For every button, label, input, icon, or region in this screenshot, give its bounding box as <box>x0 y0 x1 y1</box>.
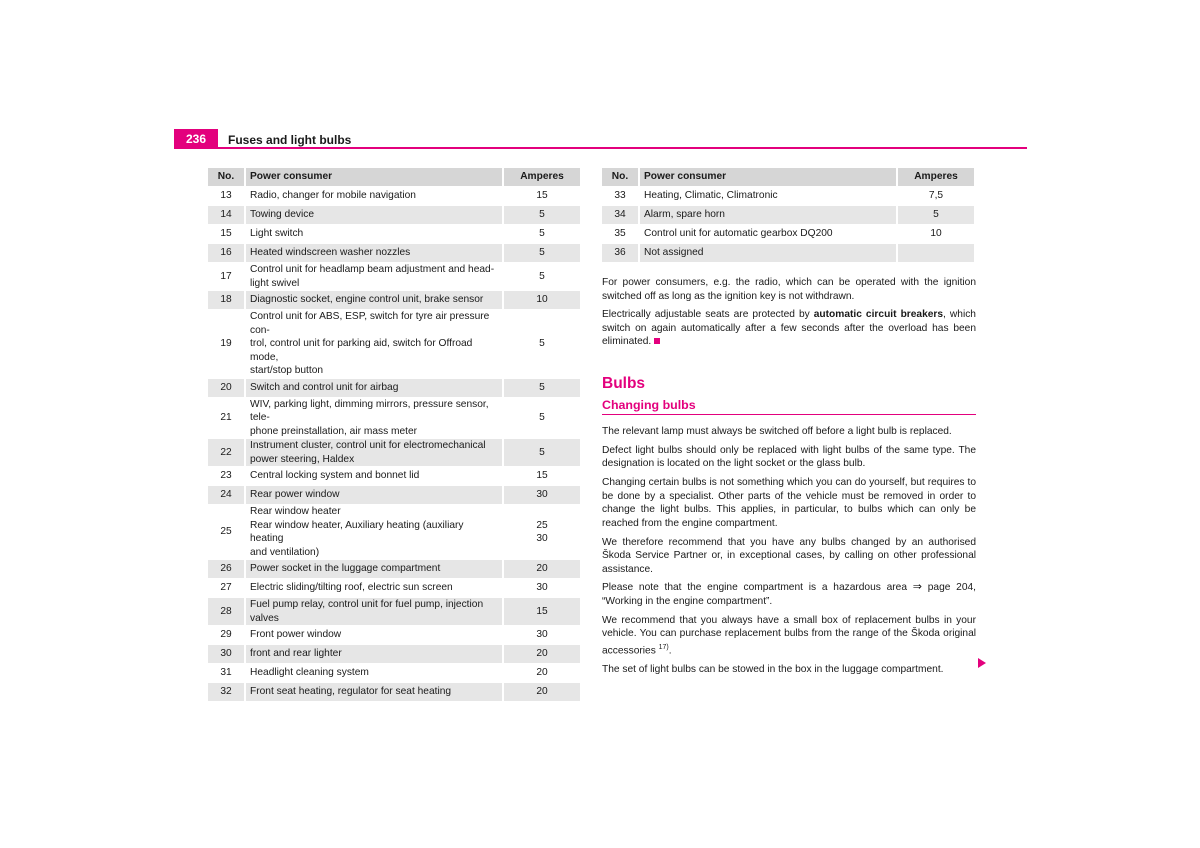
table-row <box>602 225 975 244</box>
amperes-line: 5 <box>539 270 545 282</box>
chapter-title: Fuses and light bulbs <box>228 133 352 147</box>
fuse-number: 23 <box>208 467 245 486</box>
table-row <box>602 187 975 206</box>
power-consumer-line: trol, control unit for parking aid, switch for Offroad mode, <box>250 338 473 363</box>
power-consumer-line: Central locking system and bonnet lid <box>250 470 420 482</box>
table-row <box>602 244 975 263</box>
power-consumer-line: Fuel pump relay, control unit for fuel pump, injection <box>250 599 484 610</box>
power-consumer-line: Electric sliding/tilting roof, electric sun screen <box>250 582 453 594</box>
paragraph-switch-off: The relevant lamp must always be switched off before a light bulb is replaced. <box>602 425 952 437</box>
power-consumer-line: Instrument cluster, control unit for electromechanical <box>250 440 486 451</box>
fuse-number: 15 <box>208 225 245 244</box>
power-consumer-line: Control unit for automatic gearbox DQ200 <box>644 228 833 240</box>
column-header-no: No. <box>602 168 639 187</box>
amperes-value <box>503 397 581 439</box>
fuse-number: 19 <box>208 310 245 379</box>
continue-arrow-icon <box>978 658 986 668</box>
amperes-line: 10 <box>930 228 942 240</box>
power-consumer <box>639 187 897 206</box>
amperes-line: 15 <box>536 190 548 202</box>
amperes-value <box>503 505 581 560</box>
power-consumer <box>639 244 897 263</box>
power-consumer <box>245 467 503 486</box>
fuse-number: 33 <box>602 187 639 206</box>
power-consumer-line: front and rear lighter <box>250 648 342 660</box>
amperes-line: 30 <box>536 489 548 501</box>
table-row <box>602 206 975 225</box>
table-row <box>208 486 581 505</box>
table-row <box>208 187 581 206</box>
fuse-number: 29 <box>208 626 245 645</box>
power-consumer <box>245 598 503 626</box>
column-header-consumer: Power consumer <box>245 168 503 187</box>
power-consumer-line: Rear power window <box>250 489 340 501</box>
fuse-number: 22 <box>208 439 245 467</box>
power-consumer <box>245 486 503 505</box>
amperes-value <box>503 378 581 397</box>
power-consumer-line: Power socket in the luggage compartment <box>250 563 441 575</box>
paragraph-box: We recommend that you always have a small box of replacement bulbs in your vehicle. You can purchase replacement bulbs from the range of the Škoda original accessories $^{17)}$. <box>602 614 976 657</box>
table-row <box>208 291 581 310</box>
power-consumer <box>245 225 503 244</box>
amperes-line: 30 <box>536 533 548 544</box>
amperes-line: 20 <box>536 667 548 679</box>
table-row <box>208 397 581 439</box>
amperes-value <box>503 310 581 379</box>
subsection-title: Changing bulbs <box>602 399 976 415</box>
table-row <box>208 683 581 702</box>
amperes-line: 5 <box>539 247 545 259</box>
amperes-value <box>503 683 581 702</box>
power-consumer-line: valves <box>250 612 279 624</box>
power-consumer <box>245 263 503 291</box>
power-consumer-line: Switch and control unit for airbag <box>250 381 399 393</box>
fuse-table-right-body <box>602 187 975 263</box>
fuse-number: 36 <box>602 244 639 263</box>
power-consumer <box>245 397 503 439</box>
power-consumer-line: Heating, Climatic, Climatronic <box>644 190 778 202</box>
table-row <box>208 505 581 560</box>
table-row <box>208 263 581 291</box>
power-consumer <box>245 664 503 683</box>
fuse-number: 28 <box>208 598 245 626</box>
section-title: Bulbs <box>602 374 646 392</box>
table-header-row <box>208 168 581 187</box>
fuse-number: 21 <box>208 397 245 439</box>
power-consumer-line: light swivel <box>250 277 300 289</box>
power-consumer-line: Light switch <box>250 228 304 240</box>
paragraph-stow: The set of light bulbs can be stowed in the box in the luggage compartment. <box>602 664 944 676</box>
power-consumer-line: Radio, changer for mobile navigation <box>250 190 416 202</box>
power-consumer-line: Alarm, spare horn <box>644 209 725 221</box>
table-row <box>208 310 581 379</box>
power-consumer <box>639 206 897 225</box>
amperes-line: 20 <box>536 648 548 660</box>
fuse-number: 18 <box>208 291 245 310</box>
fuse-number: 27 <box>208 579 245 598</box>
table-row <box>208 225 581 244</box>
fuse-number: 26 <box>208 560 245 579</box>
power-consumer-line: Control unit for ABS, ESP, switch for tyre air pressure con- <box>250 311 490 336</box>
power-consumer <box>245 505 503 560</box>
amperes-value <box>897 244 975 263</box>
power-consumer <box>245 206 503 225</box>
fuse-table-left <box>208 168 582 702</box>
amperes-line: 5 <box>539 446 545 458</box>
table-row <box>208 626 581 645</box>
amperes-value <box>503 439 581 467</box>
power-consumer <box>245 683 503 702</box>
power-consumer <box>245 291 503 310</box>
fuse-table-right <box>602 168 976 263</box>
power-consumer <box>245 187 503 206</box>
amperes-line: 20 <box>536 563 548 575</box>
column-header-no: No. <box>208 168 245 187</box>
power-consumer <box>245 310 503 379</box>
page-number: 236 <box>174 129 218 149</box>
amperes-line: 5 <box>539 338 545 349</box>
table-row <box>208 206 581 225</box>
power-consumer <box>245 378 503 397</box>
amperes-value <box>897 187 975 206</box>
fuse-number: 14 <box>208 206 245 225</box>
power-consumer <box>245 439 503 467</box>
power-consumer-line: Front seat heating, regulator for seat heating <box>250 686 452 698</box>
fuse-number: 16 <box>208 244 245 263</box>
power-consumer-line: and ventilation) <box>250 546 320 558</box>
amperes-value <box>503 291 581 310</box>
table-row <box>208 244 581 263</box>
page-reference-link[interactable]: page 204, “Working in the engine compartment”. <box>602 582 976 607</box>
fuse-number: 17 <box>208 263 245 291</box>
column-header-consumer: Power consumer <box>639 168 897 187</box>
amperes-value <box>503 225 581 244</box>
fuse-number: 34 <box>602 206 639 225</box>
power-consumer-line: power steering, Haldex <box>250 453 355 465</box>
right-column-text <box>602 276 976 682</box>
power-consumer-line: phone preinstallation, air mass meter <box>250 425 418 437</box>
amperes-value <box>897 206 975 225</box>
table-row <box>208 598 581 626</box>
paragraph-power-consumers: For power consumers, e.g. the radio, which can be operated with the ignition switched off as long as the ignition key is not withdrawn. <box>602 277 976 302</box>
table-row <box>208 664 581 683</box>
page-header <box>174 129 1027 149</box>
amperes-line: 20 <box>536 686 548 698</box>
power-consumer <box>245 244 503 263</box>
amperes-line: 15 <box>536 605 548 617</box>
amperes-line: 10 <box>536 294 548 306</box>
table-header-row <box>602 168 975 187</box>
amperes-value <box>503 626 581 645</box>
power-consumer-line: Rear window heater <box>250 506 341 517</box>
table-row <box>208 579 581 598</box>
power-consumer-line: Front power window <box>250 629 342 641</box>
fuse-number: 30 <box>208 645 245 664</box>
paragraph-recommend: We therefore recommend that you have any bulbs changed by an authorised Škoda Service Partner or, in exceptional cases, by calling on other professional assistance. <box>602 536 976 575</box>
amperes-line: 30 <box>536 582 548 594</box>
footnote-marker: 17) <box>658 643 669 651</box>
fuse-number: 24 <box>208 486 245 505</box>
power-consumer <box>245 645 503 664</box>
power-consumer-line: Headlight cleaning system <box>250 667 369 679</box>
amperes-line: 5 <box>539 412 545 423</box>
power-consumer <box>245 560 503 579</box>
amperes-line: 15 <box>536 470 548 482</box>
term-circuit-breakers: automatic circuit breakers <box>813 309 944 321</box>
table-row <box>208 560 581 579</box>
amperes-value <box>503 486 581 505</box>
power-consumer-line: WIV, parking light, dimming mirrors, pressure sensor, tele- <box>250 398 489 423</box>
fuse-number: 25 <box>208 505 245 560</box>
power-consumer-line: Towing device <box>250 209 314 221</box>
paragraph-seats: Electrically adjustable seats are protected by automatic circuit breakers, which switch on again automatically after a few seconds after the overload has been eliminated. <box>602 309 976 348</box>
table-row <box>208 378 581 397</box>
end-of-section-mark <box>654 338 660 344</box>
fuse-number: 32 <box>208 683 245 702</box>
amperes-value <box>897 225 975 244</box>
table-row <box>208 467 581 486</box>
column-header-amperes: Amperes <box>897 168 975 187</box>
amperes-line: 25 <box>536 519 548 531</box>
table-row <box>208 439 581 467</box>
amperes-value <box>503 467 581 486</box>
power-consumer-line: Rear window heater, Auxiliary heating (auxiliary heating <box>250 519 464 544</box>
amperes-line: 5 <box>539 228 545 240</box>
amperes-value <box>503 664 581 683</box>
paragraph-defect: Defect light bulbs should only be replaced with light bulbs of the same type. The designation is located on the light socket or the glass bulb. <box>602 444 976 470</box>
fuse-number: 31 <box>208 664 245 683</box>
power-consumer <box>245 579 503 598</box>
fuse-number: 35 <box>602 225 639 244</box>
amperes-value <box>503 263 581 291</box>
amperes-line: 30 <box>536 629 548 641</box>
paragraph-changing: Changing certain bulbs is not something which you can do yourself, but requires to be done by a specialist. Other parts of the vehicle must be removed in order to change the light bulbs. This applies, in particular, to bulbs which can only be reached from the engine compartment. <box>602 477 976 529</box>
amperes-value <box>503 579 581 598</box>
power-consumer-line: Control unit for headlamp beam adjustment and head- <box>250 264 495 275</box>
amperes-line: 5 <box>933 209 939 221</box>
page-reference-arrow[interactable]: ⇒ <box>912 581 922 594</box>
fuse-number: 13 <box>208 187 245 206</box>
header-rule <box>218 147 1027 149</box>
amperes-line: 7,5 <box>928 190 944 202</box>
power-consumer-line: start/stop button <box>250 365 324 376</box>
amperes-value <box>503 206 581 225</box>
power-consumer-line: Not assigned <box>644 247 704 259</box>
amperes-line: 5 <box>539 209 545 221</box>
amperes-value <box>503 645 581 664</box>
amperes-value <box>503 244 581 263</box>
power-consumer <box>245 626 503 645</box>
table-row <box>208 645 581 664</box>
paragraph-note: Please note that the engine compartment is a hazardous area ⇒ page 204, “Working in the engine compartment”. <box>602 581 976 607</box>
power-consumer-line: Diagnostic socket, engine control unit, brake sensor <box>250 294 484 306</box>
amperes-line: 5 <box>539 381 545 393</box>
amperes-value <box>503 598 581 626</box>
amperes-value <box>503 187 581 206</box>
power-consumer-line: Heated windscreen washer nozzles <box>250 247 411 259</box>
column-header-amperes: Amperes <box>503 168 581 187</box>
power-consumer <box>639 225 897 244</box>
amperes-value <box>503 560 581 579</box>
fuse-table-left-body <box>208 187 581 702</box>
fuse-number: 20 <box>208 378 245 397</box>
